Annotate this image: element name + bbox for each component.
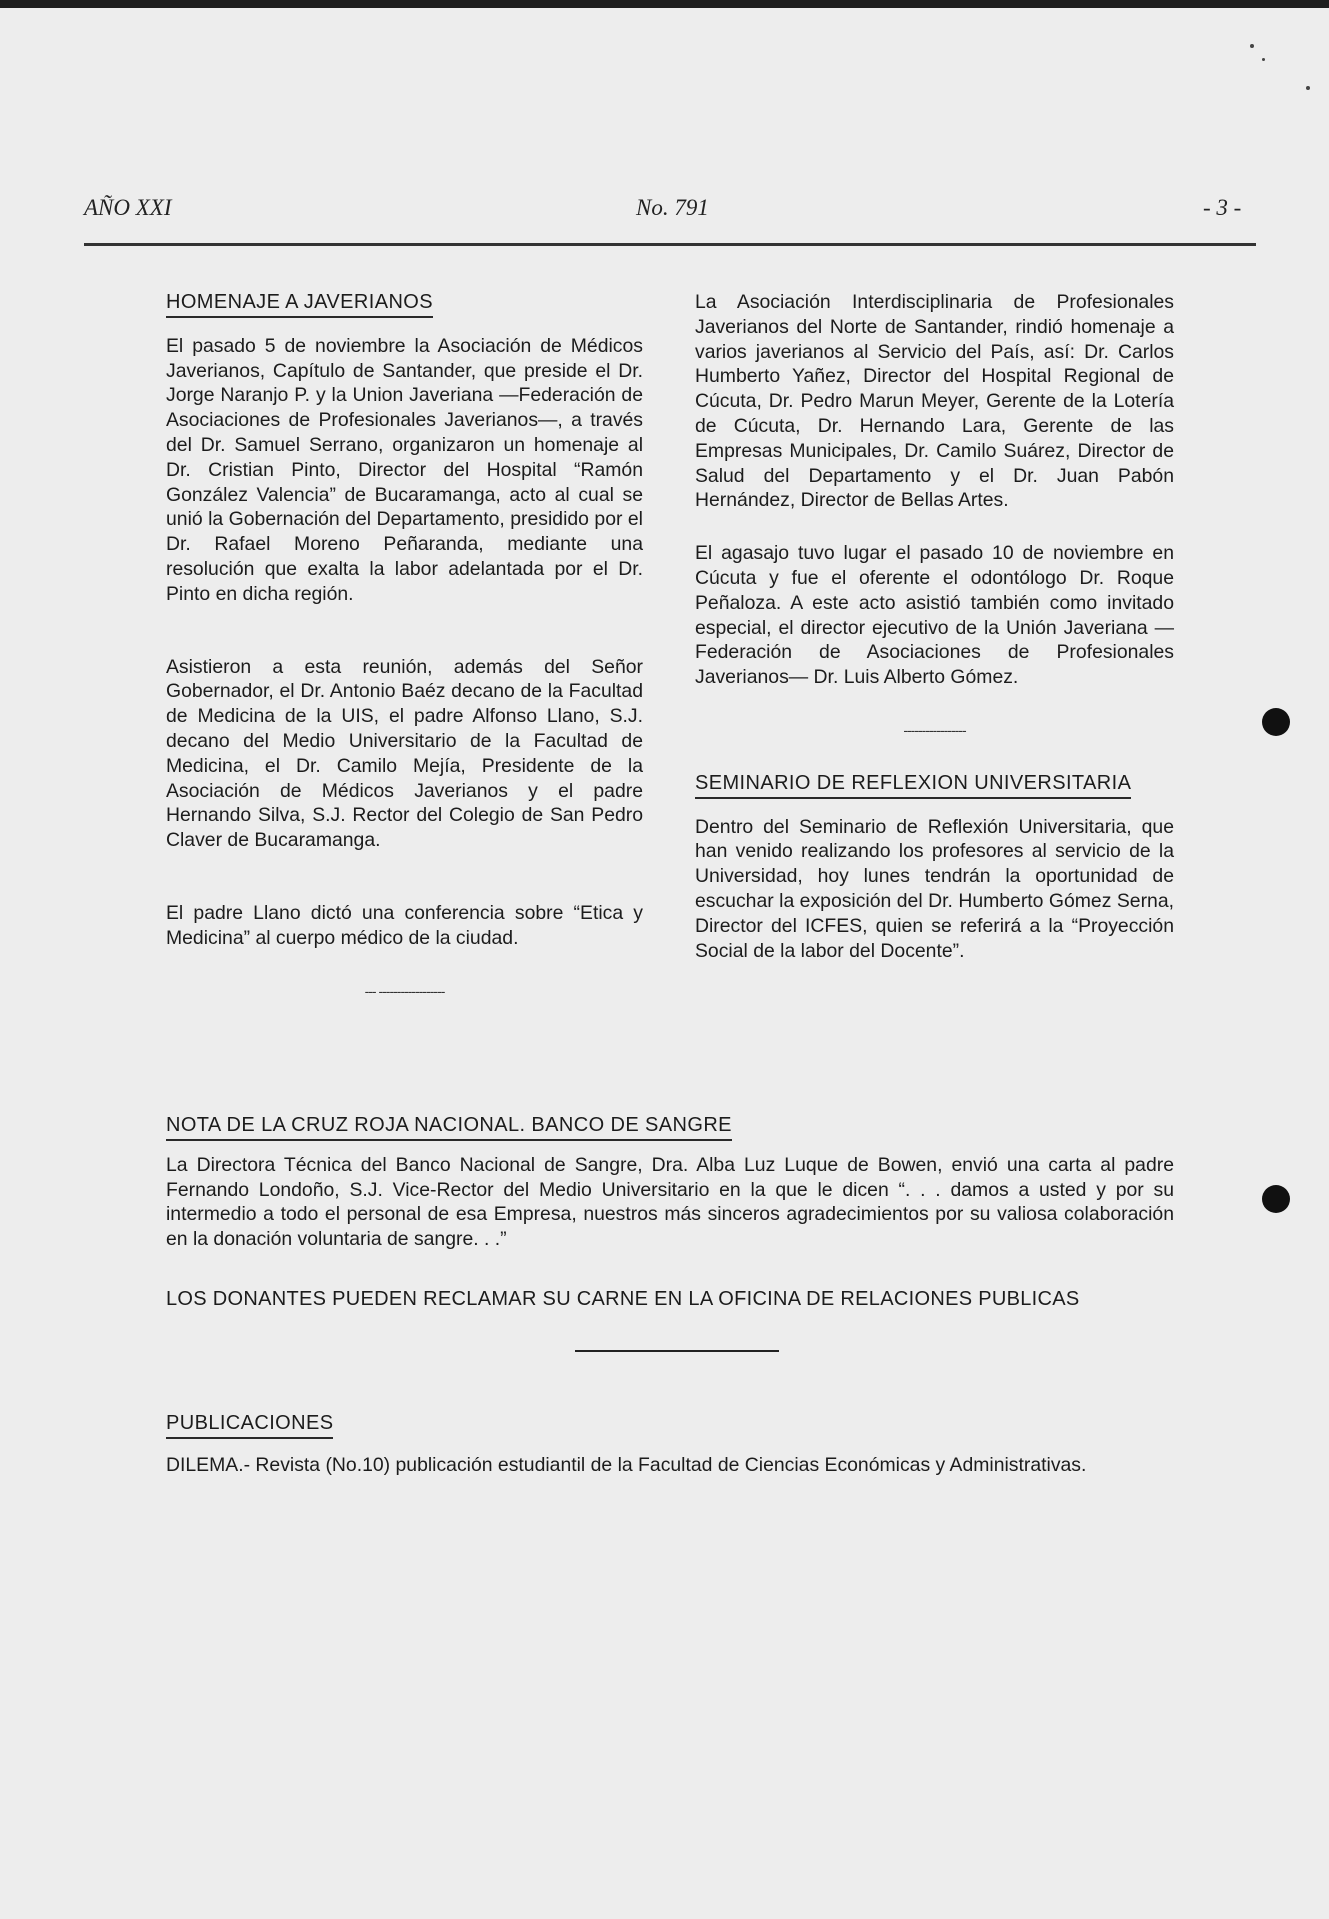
nota-heading: NOTA DE LA CRUZ ROJA NACIONAL. BANCO DE SANGRE	[166, 1113, 732, 1141]
publicaciones-paragraph: DILEMA.- Revista (No.10) publicación estudiantil de la Facultad de Ciencias Económicas y Administrativas.	[166, 1453, 1087, 1476]
nota-section	[166, 1113, 1174, 1252]
page-number: - 3 -	[1203, 195, 1242, 220]
asociacion-paragraph-2: El agasajo tuvo lugar el pasado 10 de noviembre en Cúcuta y fue el oferente el odontólogo Dr. Roque Peñaloza. A este acto asistió también como invitado especial, el director ejecutivo de la Unión Javeriana —Federación de Asociaciones de Profesionales Javerianos— Dr. Luis Alberto Gómez.	[695, 542, 1174, 689]
seminario-paragraph: Dentro del Seminario de Reflexión Universitaria, que han venido realizando los profesores al servicio de la Universidad, hoy lunes tendrán la oportunidad de escuchar la exposición del Dr. Humberto Gómez Serna, Director del ICFES, quien se referirá a la “Proyección Social de la labor del Docente”.	[695, 815, 1174, 962]
header-rule	[84, 243, 1256, 246]
nota-paragraph: La Directora Técnica del Banco Nacional de Sangre, Dra. Alba Luz Luque de Bowen, envió una carta al padre Fernando Londoño, S.J. Vice-Rector del Medio Universitario en la que le dicen “. . . damos a usted y por su intermedio a todo el personal de esa Empresa, nuestros más sinceros agradecimientos por su valiosa colaboración en la donación voluntaria de sangre. . .”	[166, 1153, 1174, 1251]
left-column	[166, 290, 643, 1003]
section-divider	[575, 1350, 779, 1352]
scan-speck	[1250, 44, 1254, 48]
scan-speck	[1306, 86, 1310, 90]
punch-hole	[1262, 1185, 1290, 1213]
publicaciones-section	[166, 1411, 1174, 1478]
donantes-notice: LOS DONANTES PUEDEN RECLAMAR SU CARNE EN LA OFICINA DE RELACIONES PUBLICAS	[166, 1288, 1080, 1310]
homenaje-paragraph-3: El padre Llano dictó una conferencia sobre “Etica y Medicina” al cuerpo médico de la ciudad.	[166, 901, 643, 949]
seminario-heading: SEMINARIO DE REFLEXION UNIVERSITARIA	[695, 771, 1131, 799]
asociacion-paragraph-1: La Asociación Interdisciplinaria de Profesionales Javerianos del Norte de Santander, rindió homenaje a varios javerianos al Servicio del País, así: Dr. Carlos Humberto Yañez, Director del Hospital Regional de Cúcuta, Dr. Pedro Marun Meyer, Gerente de la Lotería de Cúcuta, Dr. Hernando Lara, Gerente de las Empresas Municipales, Dr. Camilo Suárez, Director de Salud del Departamento y el Dr. Juan Pabón Hernández, Director de Bellas Artes.	[695, 291, 1174, 512]
homenaje-paragraph-2: Asistieron a esta reunión, además del Señor Gobernador, el Dr. Antonio Baéz decano de la Facultad de Medicina de la UIS, el padre Alfonso Llano, S.J. decano del Medio Universitario de la Facultad de Medicina, el Dr. Camilo Mejía, Presidente de la Asociación de Médicos Javerianos y el padre Hernando Silva, S.J. Rector del Colegio de San Pedro Claver de Bucaramanga.	[166, 655, 643, 852]
homenaje-heading: HOMENAJE A JAVERIANOS	[166, 290, 433, 318]
section-separator: --- ------------------	[364, 982, 445, 999]
scan-top-edge	[0, 0, 1329, 8]
punch-hole	[1262, 708, 1290, 736]
section-separator: -----------------	[903, 721, 966, 738]
right-column	[695, 290, 1174, 963]
homenaje-paragraph-1: El pasado 5 de noviembre la Asociación de Médicos Javerianos, Capítulo de Santander, que preside el Dr. Jorge Naranjo P. y la Union Javeriana —Federación de Asociaciones de Profesionales Javerianos—, a través del Dr. Samuel Serrano, organizaron un homenaje al Dr. Cristian Pinto, Director del Hospital “Ramón González Valencia” de Bucaramanga, acto al cual se unió la Gobernación del Departamento, presidido por el Dr. Rafael Moreno Peñaranda, mediante una resolución que exalta la labor adelantada por el Dr. Pinto en dicha región.	[166, 334, 643, 605]
issue-year: AÑO XXI	[84, 195, 172, 220]
issue-number: No. 791	[636, 195, 709, 220]
publicaciones-heading: PUBLICACIONES	[166, 1411, 333, 1439]
scan-speck	[1262, 58, 1265, 61]
